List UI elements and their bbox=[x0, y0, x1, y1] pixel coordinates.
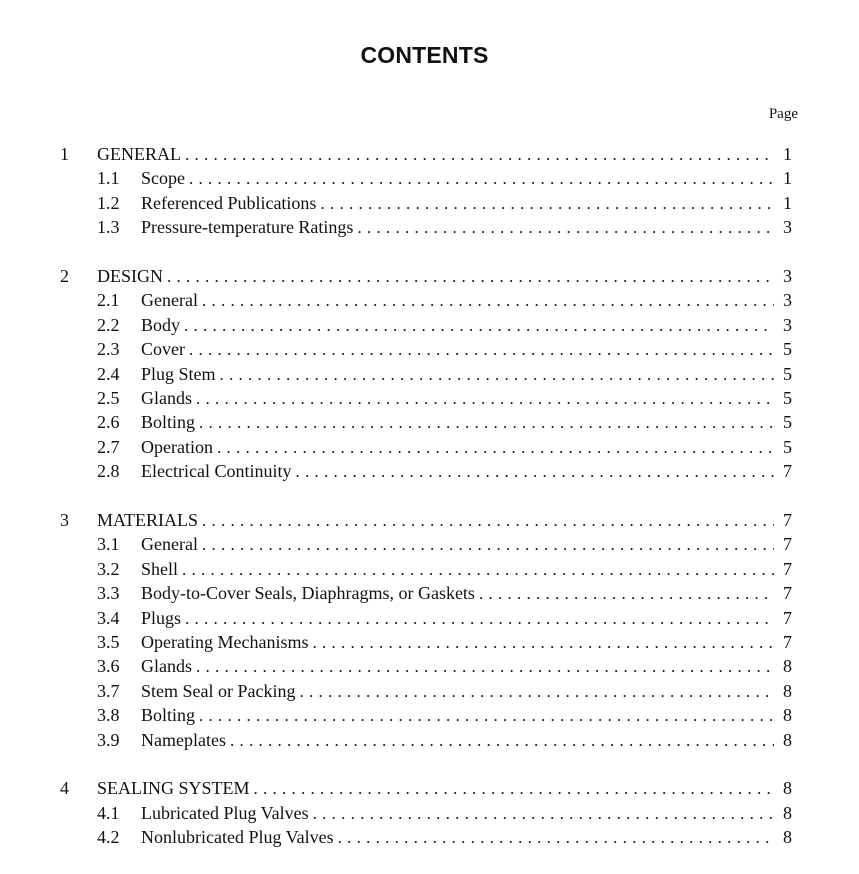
dot-leader bbox=[220, 363, 774, 387]
toc-entry-number: 3 bbox=[60, 510, 69, 531]
toc-entry-number: 3.7 bbox=[97, 680, 120, 701]
toc-entry-title[interactable]: General bbox=[141, 290, 198, 311]
dot-leader bbox=[196, 655, 774, 679]
dot-leader bbox=[189, 167, 774, 191]
toc-subsection-row[interactable] bbox=[60, 654, 792, 678]
toc-entry-title[interactable]: Electrical Continuity bbox=[141, 461, 292, 482]
toc-entry-page: 5 bbox=[783, 436, 792, 457]
toc-subsection-row[interactable] bbox=[60, 728, 792, 752]
toc-entry-number: 3.5 bbox=[97, 632, 120, 653]
toc-entry-page: 7 bbox=[783, 461, 792, 482]
toc-subsection-row[interactable] bbox=[60, 288, 792, 312]
toc-entry-title[interactable]: Shell bbox=[141, 558, 179, 579]
toc-entry-title[interactable]: Scope bbox=[141, 168, 185, 189]
dot-leader bbox=[295, 460, 774, 484]
toc-entry-title[interactable]: Glands bbox=[141, 656, 192, 677]
toc-entry-title[interactable]: Body-to-Cover Seals, Diaphragms, or Gaskets bbox=[141, 583, 475, 604]
toc-entry-page: 3 bbox=[783, 217, 792, 238]
toc-subsection-row[interactable] bbox=[60, 630, 792, 654]
toc-entry-title[interactable]: General bbox=[141, 534, 198, 555]
toc-entry-page: 8 bbox=[783, 778, 792, 799]
toc-entry-title[interactable]: Operating Mechanisms bbox=[141, 632, 309, 653]
toc-subsection-row[interactable] bbox=[60, 532, 792, 556]
dot-leader bbox=[185, 143, 774, 167]
toc-entry-number: 2.2 bbox=[97, 314, 120, 335]
toc-entry-number: 2.5 bbox=[97, 388, 120, 409]
toc-entry-number: 2.7 bbox=[97, 436, 120, 457]
toc-entry-page: 3 bbox=[783, 290, 792, 311]
toc-entry-number: 2.4 bbox=[97, 363, 120, 384]
dot-leader bbox=[199, 411, 774, 435]
toc-entry-page: 8 bbox=[783, 729, 792, 750]
dot-leader bbox=[320, 192, 774, 216]
table-of-contents bbox=[60, 142, 792, 874]
dot-leader bbox=[479, 582, 774, 606]
toc-entry-title[interactable]: Glands bbox=[141, 388, 192, 409]
toc-entry-number: 2.3 bbox=[97, 339, 120, 360]
toc-subsection-row[interactable] bbox=[60, 435, 792, 459]
toc-entry-title[interactable]: MATERIALS bbox=[97, 510, 199, 531]
toc-subsection-row[interactable] bbox=[60, 313, 792, 337]
toc-entry-title[interactable]: DESIGN bbox=[97, 266, 163, 287]
toc-subsection-row[interactable] bbox=[60, 410, 792, 434]
toc-entry-title[interactable]: Cover bbox=[141, 339, 185, 360]
toc-entry-number: 2.6 bbox=[97, 412, 120, 433]
toc-entry-title[interactable]: Referenced Publications bbox=[141, 192, 317, 213]
dot-leader bbox=[202, 509, 774, 533]
toc-entry-number: 3.3 bbox=[97, 583, 120, 604]
toc-subsection-row[interactable] bbox=[60, 215, 792, 239]
toc-entry-title[interactable]: Body bbox=[141, 314, 181, 335]
toc-entry-page: 7 bbox=[783, 583, 792, 604]
toc-entry-title[interactable]: GENERAL bbox=[97, 144, 181, 164]
toc-entry-page: 1 bbox=[783, 192, 792, 213]
toc-entry-page: 5 bbox=[783, 363, 792, 384]
toc-entry-title[interactable]: Bolting bbox=[141, 705, 196, 726]
toc-subsection-row[interactable] bbox=[60, 801, 792, 825]
toc-subsection-row[interactable] bbox=[60, 581, 792, 605]
toc-entry-page: 7 bbox=[783, 632, 792, 653]
toc-section-row[interactable] bbox=[60, 264, 792, 288]
toc-subsection-row[interactable] bbox=[60, 459, 792, 483]
toc-section-row[interactable] bbox=[60, 776, 792, 800]
toc-entry-title[interactable]: Lubricated Plug Valves bbox=[141, 802, 309, 823]
toc-subsection-row[interactable] bbox=[60, 337, 792, 361]
toc-entry-title[interactable]: Nonlubricated Plug Valves bbox=[141, 827, 334, 848]
toc-entry-number: 4.1 bbox=[97, 802, 120, 823]
toc-subsection-row[interactable] bbox=[60, 191, 792, 215]
toc-section bbox=[60, 508, 792, 752]
dot-leader bbox=[199, 704, 774, 728]
toc-subsection-row[interactable] bbox=[60, 703, 792, 727]
toc-entry-page: 3 bbox=[783, 314, 792, 335]
toc-section bbox=[60, 264, 792, 484]
toc-entry-page: 7 bbox=[783, 607, 792, 628]
toc-entry-page: 1 bbox=[783, 168, 792, 189]
page-title: CONTENTS bbox=[360, 42, 489, 68]
dot-leader bbox=[189, 338, 774, 362]
toc-entry-title[interactable]: Plugs bbox=[141, 607, 182, 628]
dot-leader bbox=[185, 607, 774, 631]
toc-entry-number: 3.8 bbox=[97, 705, 120, 726]
toc-entry-page: 8 bbox=[783, 705, 792, 726]
toc-subsection-row[interactable] bbox=[60, 606, 792, 630]
toc-entry-page: 8 bbox=[783, 680, 792, 701]
dot-leader bbox=[312, 631, 774, 655]
toc-section-row[interactable] bbox=[60, 142, 792, 166]
toc-entry-number: 2.8 bbox=[97, 461, 120, 482]
toc-entry-number: 1.3 bbox=[97, 217, 120, 238]
toc-entry-page: 8 bbox=[783, 802, 792, 823]
toc-entry-number: 4.2 bbox=[97, 827, 120, 848]
dot-leader bbox=[254, 777, 774, 801]
toc-entry-number: 2.1 bbox=[97, 290, 120, 311]
dot-leader bbox=[184, 314, 774, 338]
toc-entry-page: 7 bbox=[783, 510, 792, 531]
toc-entry-number: 2 bbox=[60, 266, 69, 287]
toc-entry-title[interactable]: Pressure-temperature Ratings bbox=[141, 217, 354, 238]
toc-entry-number: 3.1 bbox=[97, 534, 120, 555]
dot-leader bbox=[357, 216, 774, 240]
dot-leader bbox=[196, 387, 774, 411]
dot-leader bbox=[202, 533, 774, 557]
dot-leader bbox=[182, 558, 774, 582]
toc-entry-title[interactable]: SEALING SYSTEM bbox=[97, 778, 250, 799]
page-column-header: Page bbox=[768, 106, 798, 122]
toc-subsection-row[interactable] bbox=[60, 362, 792, 386]
toc-entry-number: 3.2 bbox=[97, 558, 120, 579]
toc-entry-number: 1.1 bbox=[97, 168, 120, 189]
toc-entry-title[interactable]: Nameplates bbox=[141, 729, 226, 750]
dot-leader bbox=[338, 826, 774, 850]
toc-subsection-row[interactable] bbox=[60, 166, 792, 190]
toc-entry-page: 7 bbox=[783, 534, 792, 555]
toc-entry-number: 3.9 bbox=[97, 729, 120, 750]
toc-entry-number: 3.6 bbox=[97, 656, 120, 677]
dot-leader bbox=[313, 802, 774, 826]
toc-entry-number: 1.2 bbox=[97, 192, 120, 213]
toc-entry-page: 1 bbox=[783, 144, 792, 164]
toc-entry-number: 4 bbox=[60, 778, 69, 799]
dot-leader bbox=[167, 265, 774, 289]
toc-entry-page: 8 bbox=[783, 827, 792, 848]
toc-subsection-row[interactable] bbox=[60, 679, 792, 703]
toc-entry-number: 3.4 bbox=[97, 607, 120, 628]
toc-section bbox=[60, 776, 792, 849]
toc-subsection-row[interactable] bbox=[60, 825, 792, 849]
toc-entry-page: 5 bbox=[783, 412, 792, 433]
dot-leader bbox=[299, 680, 774, 704]
toc-entry-number: 1 bbox=[60, 144, 69, 164]
toc-entry-title[interactable]: Bolting bbox=[141, 412, 196, 433]
dot-leader bbox=[202, 289, 774, 313]
toc-entry-page: 8 bbox=[783, 656, 792, 677]
toc-subsection-row[interactable] bbox=[60, 557, 792, 581]
toc-entry-page: 5 bbox=[783, 388, 792, 409]
toc-subsection-row[interactable] bbox=[60, 386, 792, 410]
toc-entry-title[interactable]: Operation bbox=[141, 436, 213, 457]
toc-entry-page: 5 bbox=[783, 339, 792, 360]
toc-entry-title[interactable]: Stem Seal or Packing bbox=[141, 680, 296, 701]
toc-entry-page: 3 bbox=[783, 266, 792, 287]
toc-section-row[interactable] bbox=[60, 508, 792, 532]
dot-leader bbox=[217, 436, 774, 460]
toc-entry-title[interactable]: Plug Stem bbox=[141, 363, 216, 384]
toc-section bbox=[60, 142, 792, 240]
toc-entry-page: 7 bbox=[783, 558, 792, 579]
dot-leader bbox=[230, 729, 774, 753]
